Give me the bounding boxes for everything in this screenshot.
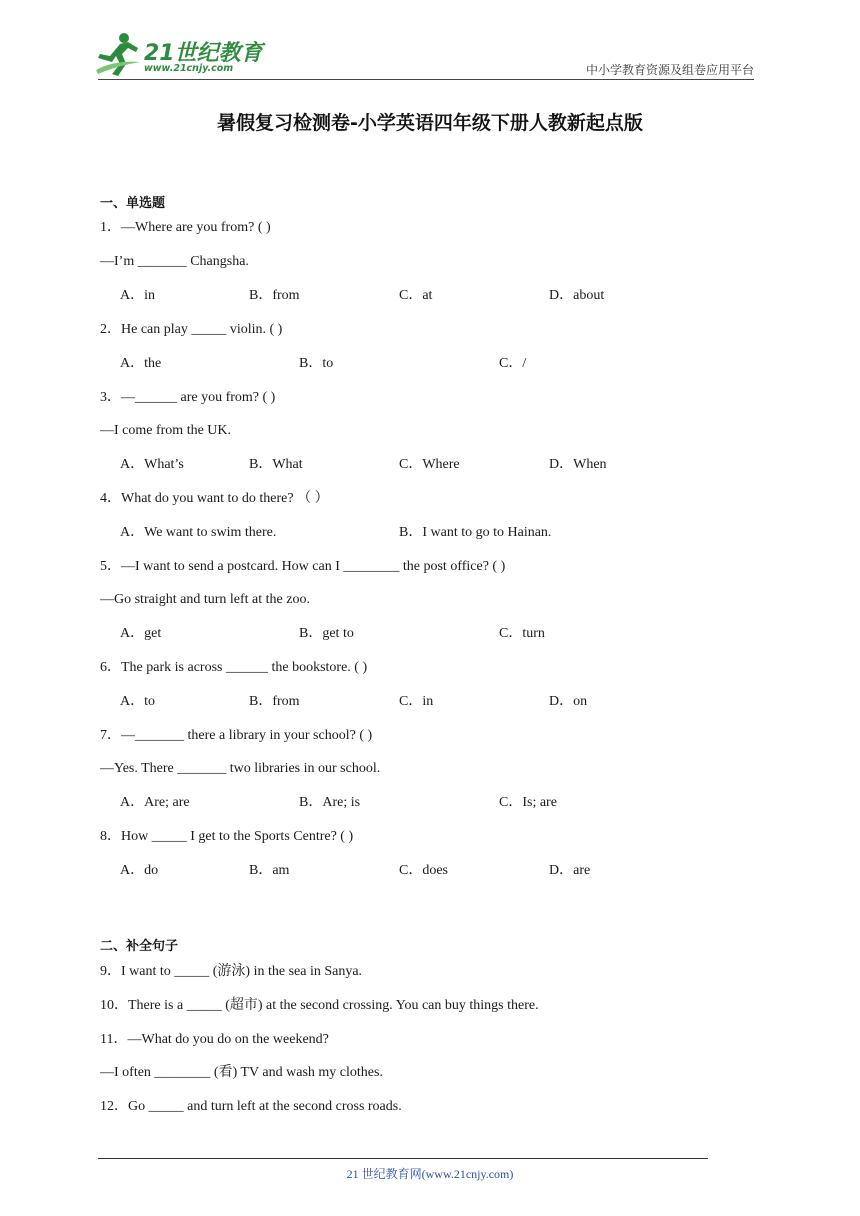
question-2-option-c[interactable]: C．/ (499, 356, 527, 371)
logo-url: www.21cnjy.com (144, 63, 234, 74)
question-1-option-a[interactable]: A．in (120, 288, 155, 303)
footer-divider (98, 1158, 708, 1159)
question-2-option-b[interactable]: B．to (299, 356, 334, 371)
logo-text: 21世纪教育 (144, 41, 263, 66)
question-7-option-b[interactable]: B．Are; is (299, 795, 361, 810)
question-4-option-b[interactable]: B．I want to go to Hainan. (399, 525, 552, 540)
question-11-line-2: —I often ________ (看) TV and wash my clothes. (100, 1065, 383, 1080)
question-8-option-b[interactable]: B．am (249, 863, 290, 878)
question-6-stem: 6．The park is across ______ the bookstore. ( ) (100, 660, 368, 675)
question-3-line-2: —I come from the UK. (100, 423, 232, 438)
question-7-option-a[interactable]: A．Are; are (120, 795, 190, 810)
question-1-line-2: —I’m _______ Changsha. (100, 254, 249, 269)
question-3-option-c[interactable]: C．Where (399, 457, 460, 472)
question-3-option-a[interactable]: A．What’s (120, 457, 184, 472)
section-heading-complete-sentences: 二、补全句子 (100, 939, 179, 954)
question-3-option-d[interactable]: D．When (549, 457, 607, 472)
question-8-option-d[interactable]: D．are (549, 863, 591, 878)
question-1-option-b[interactable]: B．from (249, 288, 300, 303)
question-9-stem: 9．I want to _____ (游泳) in the sea in Sanya. (100, 964, 363, 979)
question-11-stem: 11．—What do you do on the weekend? (100, 1032, 329, 1047)
page-title: 暑假复习检测卷-小学英语四年级下册人教新起点版 (217, 112, 643, 134)
question-12-stem: 12．Go _____ and turn left at the second cross roads. (100, 1099, 402, 1114)
question-7-line-2: —Yes. There _______ two libraries in our school. (100, 761, 381, 776)
question-10-stem: 10．There is a _____ (超市) at the second crossing. You can buy things there. (100, 998, 539, 1013)
question-2-stem: 2．He can play _____ violin. ( ) (100, 322, 283, 337)
question-7-stem: 7．—_______ there a library in your school? ( ) (100, 728, 373, 743)
question-5-option-b[interactable]: B．get to (299, 626, 354, 641)
question-6-option-c[interactable]: C．in (399, 694, 434, 709)
page-header (0, 0, 860, 80)
question-1-option-c[interactable]: C．at (399, 288, 433, 303)
question-8-option-c[interactable]: C．does (399, 863, 448, 878)
question-6-option-b[interactable]: B．from (249, 694, 300, 709)
page-footer[interactable]: 21 世纪教育网(www.21cnjy.com) (346, 1167, 514, 1181)
question-5-option-a[interactable]: A．get (120, 626, 162, 641)
header-slogan: 中小学教育资源及组卷应用平台 (585, 63, 754, 77)
question-5-option-c[interactable]: C．turn (499, 626, 545, 641)
question-6-option-a[interactable]: A．to (120, 694, 155, 709)
question-2-option-a[interactable]: A．the (120, 356, 162, 371)
question-6-option-d[interactable]: D．on (549, 694, 588, 709)
question-8-option-a[interactable]: A．do (120, 863, 159, 878)
question-4-stem: 4．What do you want to do there? （ ） (100, 491, 329, 506)
question-5-stem: 5．—I want to send a postcard. How can I ________ the post office? ( ) (100, 559, 506, 574)
question-4-option-a[interactable]: A．We want to swim there. (120, 525, 277, 540)
question-5-line-2: —Go straight and turn left at the zoo. (100, 592, 310, 607)
question-8-stem: 8．How _____ I get to the Sports Centre? ( ) (100, 829, 354, 844)
question-1-stem: 1．—Where are you from? ( ) (100, 220, 271, 235)
runner-logo-icon (94, 32, 142, 76)
question-3-stem: 3．—______ are you from? ( ) (100, 390, 276, 405)
question-7-option-c[interactable]: C．Is; are (499, 795, 557, 810)
section-heading-single-choice: 一、单选题 (100, 196, 166, 211)
question-3-option-b[interactable]: B．What (249, 457, 303, 472)
site-logo[interactable] (94, 32, 264, 78)
header-divider (98, 79, 754, 80)
question-1-option-d[interactable]: D．about (549, 288, 605, 303)
